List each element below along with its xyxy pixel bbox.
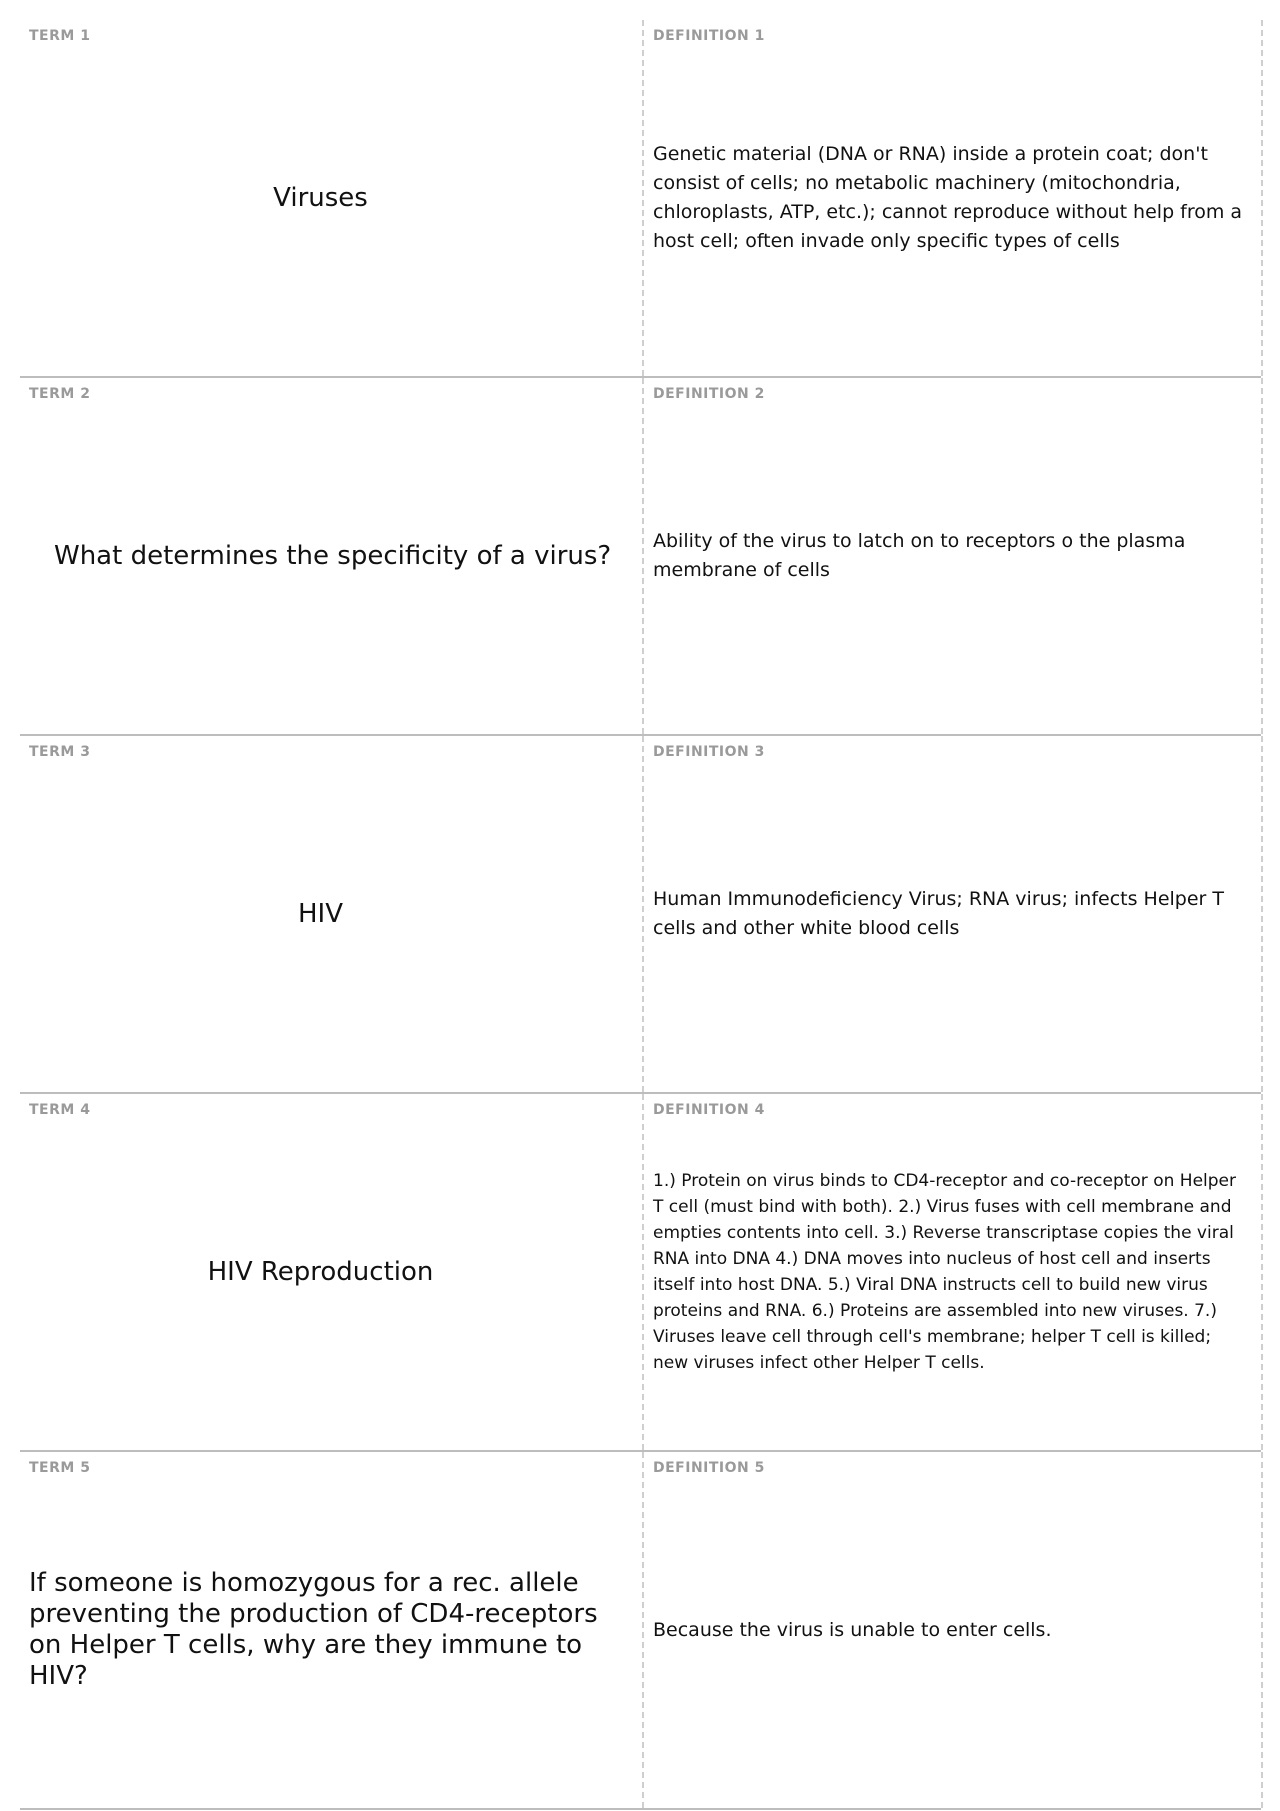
flashcard-row — [20, 20, 1261, 378]
term-cell — [20, 736, 644, 1092]
definition-label: DEFINITION 3 — [653, 744, 765, 760]
definition-text: Genetic material (DNA or RNA) inside a protein coat; don't consist of cells; no metabolic machinery (mitochondria, chloroplasts, ATP, etc.); cannot reproduce without help from a host cell; often invade only specific types of cells — [653, 143, 1243, 252]
definition-cell — [644, 1094, 1263, 1450]
term-cell — [20, 378, 644, 734]
definition-label: DEFINITION 5 — [653, 1460, 765, 1476]
term-cell — [20, 1452, 644, 1808]
flashcard-row — [20, 736, 1261, 1094]
definition-text: Human Immunodeficiency Virus; RNA virus; infects Helper T cells and other white blood cells — [653, 888, 1225, 939]
definition-label: DEFINITION 2 — [653, 386, 765, 402]
term-text: If someone is homozygous for a rec. allele preventing the production of CD4-receptors on Helper T cells, why are they immune to HIV? — [29, 1568, 598, 1691]
term-text: Viruses — [273, 182, 368, 213]
term-label: TERM 1 — [29, 28, 91, 44]
term-label: TERM 2 — [29, 386, 91, 402]
flashcard-sheet — [20, 20, 1261, 1810]
definition-cell — [644, 736, 1263, 1092]
term-label: TERM 4 — [29, 1102, 91, 1118]
flashcard-row — [20, 378, 1261, 736]
term-text: What determines the specificity of a virus? — [54, 540, 612, 571]
definition-text: Because the virus is unable to enter cells. — [653, 1618, 1052, 1641]
term-label: TERM 5 — [29, 1460, 91, 1476]
flashcard-row — [20, 1452, 1261, 1810]
term-label: TERM 3 — [29, 744, 91, 760]
term-text: HIV — [297, 898, 343, 929]
definition-label: DEFINITION 4 — [653, 1102, 765, 1118]
definition-text: 1.) Protein on virus binds to CD4-receptor and co-receptor on Helper T cell (must bind with both). 2.) Virus fuses with cell membrane and empties contents into cell. 3.) Reverse transcriptase copies the viral RNA into DNA 4.) DNA moves into nucleus of host cell and inserts itself into host DNA. 5.) Viral DNA instructs cell to build new virus proteins and RNA. 6.) Proteins are assembled into new viruses. 7.) Viruses leave cell through cell's membrane; helper T cell is killed; new viruses infect other Helper T cells. — [653, 1171, 1236, 1373]
definition-cell — [644, 1452, 1263, 1808]
term-text: HIV Reproduction — [207, 1256, 434, 1287]
definition-cell — [644, 378, 1263, 734]
definition-cell — [644, 20, 1263, 376]
definition-label: DEFINITION 1 — [653, 28, 765, 44]
definition-text: Ability of the virus to latch on to receptors o the plasma membrane of cells — [653, 530, 1186, 581]
flashcard-row — [20, 1094, 1261, 1452]
term-cell — [20, 1094, 644, 1450]
term-cell — [20, 20, 644, 376]
